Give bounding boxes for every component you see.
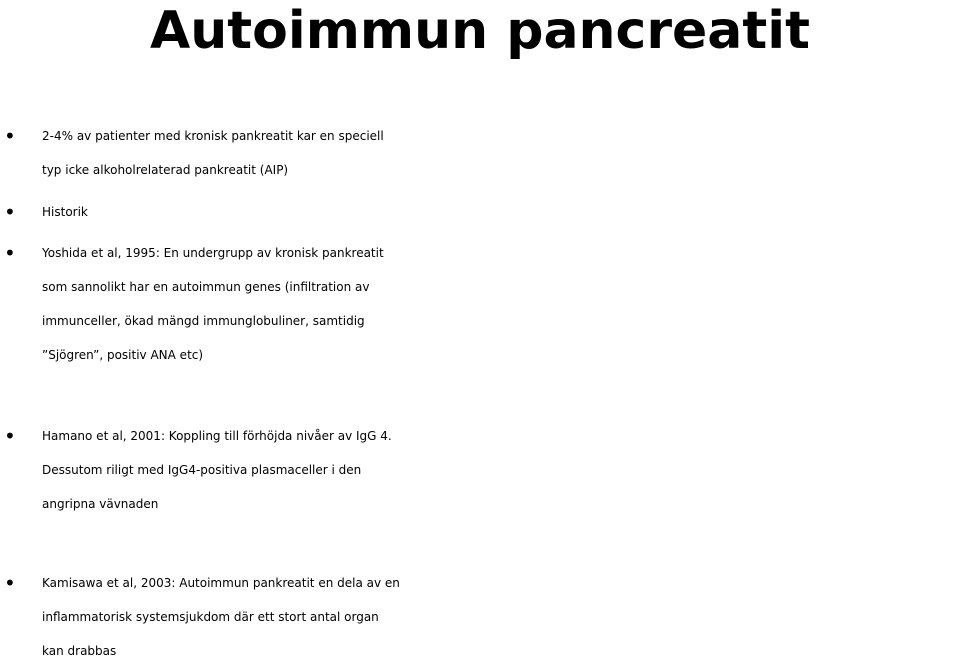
bullet-dot-icon: • (4, 571, 16, 595)
bullet-text (42, 195, 960, 229)
bullet-text (42, 566, 960, 668)
bullet-line: ”Sjögren”, positiv ANA etc) (42, 348, 204, 362)
bullet-line: Historik (42, 205, 88, 219)
bullet-line: Kamisawa et al, 2003: Autoimmun pankreatit en dela av en (42, 576, 400, 590)
bullet-text (42, 119, 960, 187)
bullet-line: angripna vävnaden (42, 497, 159, 511)
bullet-line: kan drabbas (42, 644, 117, 658)
bullet-dot-icon: • (4, 424, 16, 448)
bullet-line: Hamano et al, 2001: Koppling till förhöjda nivåer av IgG 4. (42, 429, 392, 443)
bullet-dot-icon: • (4, 124, 16, 148)
bullet-text (42, 419, 960, 521)
bullet-line: immunceller, ökad mängd immunglobuliner, samtidig (42, 314, 365, 328)
bullet-line: 2-4% av patienter med kronisk pankreatit kar en speciell (42, 129, 384, 143)
bullet-line: som sannolikt har en autoimmun genes (infiltration av (42, 280, 370, 294)
bullet-dot-icon: • (4, 241, 16, 265)
bullet-line: typ icke alkoholrelaterad pankreatit (AIP) (42, 163, 289, 177)
bullet-text (42, 236, 960, 372)
bullet-line: Yoshida et al, 1995: En undergrupp av kronisk pankreatit (42, 246, 384, 260)
bullet-dot-icon: • (4, 200, 16, 224)
bullet-line: inflammatorisk systemsjukdom där ett stort antal organ (42, 610, 379, 624)
slide-title: Autoimmun pancreatit (150, 1, 810, 61)
bullet-line: Dessutom riligt med IgG4-positiva plasmaceller i den (42, 463, 362, 477)
